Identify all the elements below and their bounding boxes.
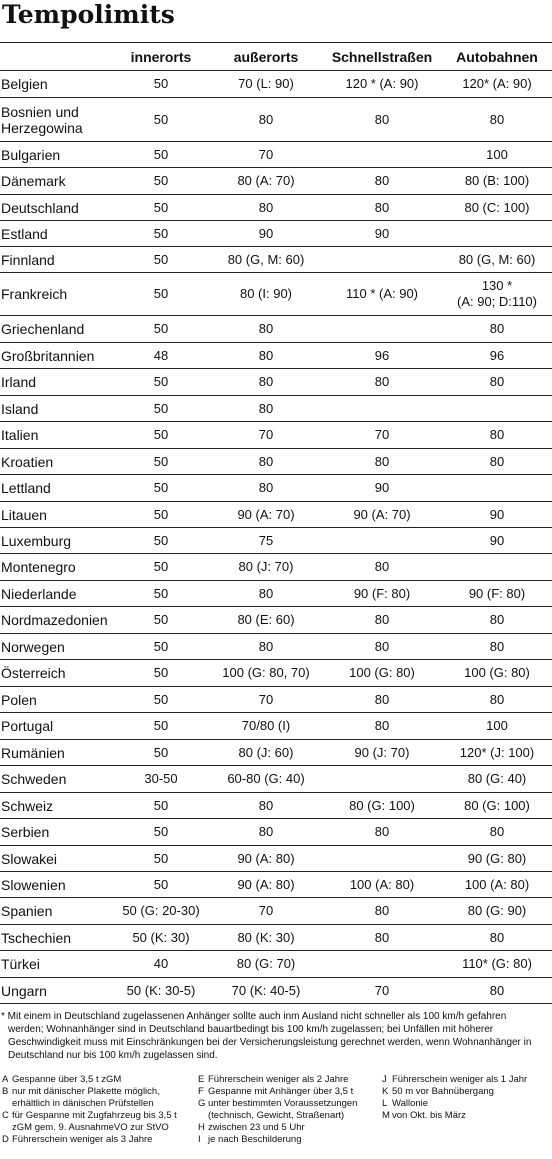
- innerorts-cell: 50: [112, 660, 210, 687]
- autobahnen-cell: 100: [442, 142, 552, 168]
- legend-column: [382, 1074, 550, 1146]
- country-cell: Polen: [0, 687, 112, 713]
- legend-text: Führerschein weniger als 2 Jahre: [208, 1074, 349, 1085]
- innerorts-cell: 50: [112, 740, 210, 766]
- innerorts-cell: 50: [112, 846, 210, 872]
- country-cell: Großbritannien: [0, 343, 112, 369]
- innerorts-cell: 50: [112, 98, 210, 142]
- legend: [0, 1074, 552, 1146]
- innerorts-cell: 50: [112, 396, 210, 422]
- legend-key: L: [382, 1098, 388, 1109]
- ausserorts-cell: 70: [210, 142, 322, 168]
- country-cell: Italien: [0, 422, 112, 449]
- ausserorts-cell: 70/80 (I): [210, 713, 322, 740]
- schnellstrassen-cell: [322, 142, 442, 168]
- autobahnen-cell: [442, 221, 552, 247]
- schnellstrassen-cell: 80: [322, 925, 442, 951]
- schnellstrassen-cell: 80 (G: 100): [322, 793, 442, 819]
- autobahnen-cell: 80 (G, M: 60): [442, 247, 552, 273]
- legend-key: M: [382, 1110, 390, 1121]
- autobahnen-cell: 80: [442, 316, 552, 343]
- autobahnen-cell: 80: [442, 819, 552, 846]
- ausserorts-cell: 80: [210, 316, 322, 343]
- schnellstrassen-cell: 90: [322, 475, 442, 502]
- country-cell: Frankreich: [0, 273, 112, 316]
- ausserorts-cell: 80: [210, 634, 322, 660]
- legend-key: J: [382, 1074, 387, 1085]
- country-cell: Litauen: [0, 502, 112, 528]
- schnellstrassen-cell: [322, 247, 442, 273]
- table-row: [0, 660, 552, 687]
- header-innerorts: innerorts: [112, 43, 210, 71]
- schnellstrassen-cell: [322, 528, 442, 554]
- country-cell: Österreich: [0, 660, 112, 687]
- table-row: [0, 634, 552, 660]
- country-cell: Island: [0, 396, 112, 422]
- innerorts-cell: 40: [112, 951, 210, 978]
- legend-text: nur mit dänischer Plakette möglich, erhältlich in dänischen Prüfstellen: [12, 1086, 160, 1109]
- ausserorts-cell: 80 (G: 70): [210, 951, 322, 978]
- schnellstrassen-cell: 80: [322, 449, 442, 475]
- autobahnen-cell: 80 (B: 100): [442, 168, 552, 195]
- footnote: * Mit einem in Deutschland zugelassenen Anhänger sollte auch inm Ausland nicht schneller als 100 km/h gefahren werden; Wohnanhänger sind in Deutschland bauartbedingt bis 100 km/h zugelassen; bei Unfällen mit höherer Geschwindigkeit muss mit Einschränkungen bei der Versicherungsleistung gerechnet werden, wenn Wohnanhänger in Deutschland nur bis 100 km/h zugelassen sind.: [1, 1011, 532, 1061]
- legend-key: A: [2, 1074, 9, 1085]
- legend-text: 50 m vor Bahnübergang: [392, 1086, 494, 1097]
- innerorts-cell: 50: [112, 554, 210, 581]
- table-header-row: [0, 43, 552, 71]
- legend-text: Gespanne mit Anhänger über 3,5 t: [208, 1086, 354, 1097]
- country-cell: Dänemark: [0, 168, 112, 195]
- country-cell: Finnland: [0, 247, 112, 273]
- ausserorts-cell: 80: [210, 369, 322, 396]
- ausserorts-cell: 80 (E: 60): [210, 607, 322, 634]
- legend-key: D: [2, 1134, 9, 1145]
- innerorts-cell: 50: [112, 273, 210, 316]
- table-row: [0, 819, 552, 846]
- ausserorts-cell: 80 (J: 70): [210, 554, 322, 581]
- country-cell: Türkei: [0, 951, 112, 978]
- innerorts-cell: 50: [112, 713, 210, 740]
- innerorts-cell: 50 (G: 20-30): [112, 898, 210, 925]
- legend-item: [2, 1134, 198, 1146]
- table-row: [0, 740, 552, 766]
- innerorts-cell: 50: [112, 634, 210, 660]
- ausserorts-cell: 75: [210, 528, 322, 554]
- legend-key: B: [2, 1086, 9, 1097]
- autobahnen-cell: 80: [442, 369, 552, 396]
- table-row: [0, 687, 552, 713]
- autobahnen-cell: 96: [442, 343, 552, 369]
- schnellstrassen-cell: [322, 396, 442, 422]
- table-row: [0, 98, 552, 142]
- ausserorts-cell: 90 (A: 70): [210, 502, 322, 528]
- table-row: [0, 449, 552, 475]
- innerorts-cell: 50: [112, 449, 210, 475]
- ausserorts-cell: 80 (K: 30): [210, 925, 322, 951]
- legend-text: Führerschein weniger als 1 Jahr: [392, 1074, 528, 1085]
- innerorts-cell: 50: [112, 316, 210, 343]
- schnellstrassen-cell: [322, 766, 442, 793]
- legend-text: Führerschein weniger als 3 Jahre: [12, 1134, 153, 1145]
- autobahnen-cell: 90 (G: 80): [442, 846, 552, 872]
- table-row: [0, 502, 552, 528]
- autobahnen-cell: 80 (G: 100): [442, 793, 552, 819]
- legend-item: [198, 1086, 382, 1098]
- header-ausserorts: außerorts: [210, 43, 322, 71]
- table-row: [0, 221, 552, 247]
- table-row: [0, 872, 552, 898]
- table-row: [0, 925, 552, 951]
- ausserorts-cell: 80: [210, 819, 322, 846]
- legend-text: von Okt. bis März: [392, 1110, 466, 1121]
- autobahnen-cell: [442, 396, 552, 422]
- table-row: [0, 898, 552, 925]
- legend-key: H: [198, 1122, 205, 1133]
- schnellstrassen-cell: 80: [322, 369, 442, 396]
- ausserorts-cell: 80: [210, 449, 322, 475]
- country-cell: Portugal: [0, 713, 112, 740]
- innerorts-cell: 50: [112, 195, 210, 221]
- legend-text: zwischen 23 und 5 Uhr: [208, 1122, 305, 1133]
- country-cell: Ungarn: [0, 978, 112, 1004]
- schnellstrassen-cell: 80: [322, 607, 442, 634]
- legend-item: [382, 1098, 550, 1110]
- autobahnen-cell: 120* (J: 100): [442, 740, 552, 766]
- table-row: [0, 168, 552, 195]
- legend-key: I: [198, 1134, 201, 1145]
- country-cell: Nordmazedonien: [0, 607, 112, 634]
- legend-column: [2, 1074, 198, 1146]
- country-cell: Norwegen: [0, 634, 112, 660]
- table-row: [0, 846, 552, 872]
- legend-key: K: [382, 1086, 389, 1097]
- ausserorts-cell: 80 (G, M: 60): [210, 247, 322, 273]
- schnellstrassen-cell: 80: [322, 554, 442, 581]
- autobahnen-cell: 80: [442, 925, 552, 951]
- table-row: [0, 475, 552, 502]
- speed-limit-table: [0, 42, 552, 1004]
- country-cell: Schweden: [0, 766, 112, 793]
- schnellstrassen-cell: 90 (J: 70): [322, 740, 442, 766]
- schnellstrassen-cell: [322, 316, 442, 343]
- autobahnen-cell: 80 (C: 100): [442, 195, 552, 221]
- ausserorts-cell: 70: [210, 687, 322, 713]
- legend-key: G: [198, 1098, 206, 1109]
- schnellstrassen-cell: 110 * (A: 90): [322, 273, 442, 316]
- country-cell: Belgien: [0, 71, 112, 98]
- autobahnen-cell: 80 (G: 40): [442, 766, 552, 793]
- ausserorts-cell: 90 (A: 80): [210, 846, 322, 872]
- innerorts-cell: 50: [112, 422, 210, 449]
- schnellstrassen-cell: 80: [322, 168, 442, 195]
- header-autobahnen: Autobahnen: [442, 43, 552, 71]
- schnellstrassen-cell: 100 (G: 80): [322, 660, 442, 687]
- table-row: [0, 581, 552, 607]
- country-cell: Deutschland: [0, 195, 112, 221]
- legend-text: Wallonie: [392, 1098, 429, 1109]
- table-row: [0, 422, 552, 449]
- ausserorts-cell: 80 (I: 90): [210, 273, 322, 316]
- autobahnen-cell: [442, 475, 552, 502]
- innerorts-cell: 50: [112, 819, 210, 846]
- autobahnen-cell: 130 * (A: 90; D:110): [442, 273, 552, 316]
- ausserorts-cell: 100 (G: 80, 70): [210, 660, 322, 687]
- table-row: [0, 369, 552, 396]
- table-row: [0, 607, 552, 634]
- innerorts-cell: 50: [112, 793, 210, 819]
- autobahnen-cell: 80: [442, 98, 552, 142]
- innerorts-cell: 50: [112, 247, 210, 273]
- schnellstrassen-cell: 80: [322, 634, 442, 660]
- country-cell: Estland: [0, 221, 112, 247]
- ausserorts-cell: 80: [210, 98, 322, 142]
- legend-text: unter bestimmten Voraussetzungen (technisch, Gewicht, Straßenart): [208, 1098, 358, 1121]
- autobahnen-cell: [442, 554, 552, 581]
- innerorts-cell: 50: [112, 607, 210, 634]
- table-row: [0, 273, 552, 316]
- autobahnen-cell: 80: [442, 634, 552, 660]
- schnellstrassen-cell: 70: [322, 422, 442, 449]
- ausserorts-cell: 80 (J: 60): [210, 740, 322, 766]
- country-cell: Lettland: [0, 475, 112, 502]
- country-cell: Irland: [0, 369, 112, 396]
- ausserorts-cell: 70 (L: 90): [210, 71, 322, 98]
- table-row: [0, 71, 552, 98]
- autobahnen-cell: 100: [442, 713, 552, 740]
- autobahnen-cell: 110* (G: 80): [442, 951, 552, 978]
- autobahnen-cell: 80: [442, 607, 552, 634]
- innerorts-cell: 50: [112, 475, 210, 502]
- legend-text: je nach Beschilderung: [208, 1134, 302, 1145]
- country-cell: Griechenland: [0, 316, 112, 343]
- ausserorts-cell: 80: [210, 793, 322, 819]
- page-title: Tempolimits: [2, 0, 175, 29]
- country-cell: Bosnien und Herzegowina: [0, 98, 112, 142]
- ausserorts-cell: 80 (A: 70): [210, 168, 322, 195]
- table-row: [0, 713, 552, 740]
- table-row: [0, 343, 552, 369]
- table-row: [0, 528, 552, 554]
- autobahnen-cell: 90 (F: 80): [442, 581, 552, 607]
- autobahnen-cell: 100 (G: 80): [442, 660, 552, 687]
- country-cell: Bulgarien: [0, 142, 112, 168]
- table-row: [0, 316, 552, 343]
- innerorts-cell: 30-50: [112, 766, 210, 793]
- autobahnen-cell: 80 (G: 90): [442, 898, 552, 925]
- autobahnen-cell: 80: [442, 449, 552, 475]
- ausserorts-cell: 90: [210, 221, 322, 247]
- innerorts-cell: 50 (K: 30): [112, 925, 210, 951]
- legend-key: C: [2, 1110, 9, 1121]
- autobahnen-cell: 90: [442, 528, 552, 554]
- legend-text: für Gespanne mit Zugfahrzeug bis 3,5 t zGM gem. 9. AusnahmeVO zur StVO: [12, 1110, 177, 1133]
- ausserorts-cell: 70: [210, 422, 322, 449]
- schnellstrassen-cell: 100 (A: 80): [322, 872, 442, 898]
- legend-key: E: [198, 1074, 205, 1085]
- schnellstrassen-cell: 80: [322, 687, 442, 713]
- country-cell: Kroatien: [0, 449, 112, 475]
- legend-item: [382, 1074, 550, 1086]
- country-cell: Schweiz: [0, 793, 112, 819]
- legend-key: F: [198, 1086, 204, 1097]
- country-cell: Spanien: [0, 898, 112, 925]
- table-row: [0, 554, 552, 581]
- legend-item: [198, 1122, 382, 1134]
- innerorts-cell: 50: [112, 872, 210, 898]
- legend-column: [198, 1074, 382, 1146]
- schnellstrassen-cell: 96: [322, 343, 442, 369]
- country-cell: Tschechien: [0, 925, 112, 951]
- country-cell: Serbien: [0, 819, 112, 846]
- schnellstrassen-cell: 80: [322, 98, 442, 142]
- table-row: [0, 396, 552, 422]
- autobahnen-cell: 80: [442, 422, 552, 449]
- legend-item: [2, 1086, 198, 1110]
- ausserorts-cell: 60-80 (G: 40): [210, 766, 322, 793]
- schnellstrassen-cell: 80: [322, 713, 442, 740]
- ausserorts-cell: 80: [210, 396, 322, 422]
- autobahnen-cell: 80: [442, 978, 552, 1004]
- table-row: [0, 793, 552, 819]
- table-row: [0, 195, 552, 221]
- ausserorts-cell: 80: [210, 475, 322, 502]
- header-country: [0, 43, 112, 71]
- schnellstrassen-cell: 90 (A: 70): [322, 502, 442, 528]
- autobahnen-cell: 100 (A: 80): [442, 872, 552, 898]
- schnellstrassen-cell: [322, 846, 442, 872]
- country-cell: Rumänien: [0, 740, 112, 766]
- legend-item: [382, 1110, 550, 1122]
- ausserorts-cell: 70 (K: 40-5): [210, 978, 322, 1004]
- legend-item: [198, 1134, 382, 1146]
- schnellstrassen-cell: 90: [322, 221, 442, 247]
- ausserorts-cell: 80: [210, 195, 322, 221]
- legend-item: [2, 1110, 198, 1134]
- table-row: [0, 766, 552, 793]
- innerorts-cell: 50: [112, 71, 210, 98]
- innerorts-cell: 50: [112, 142, 210, 168]
- innerorts-cell: 50: [112, 502, 210, 528]
- innerorts-cell: 50: [112, 581, 210, 607]
- innerorts-cell: 50: [112, 221, 210, 247]
- legend-item: [198, 1074, 382, 1086]
- country-cell: Montenegro: [0, 554, 112, 581]
- innerorts-cell: 50: [112, 687, 210, 713]
- innerorts-cell: 50: [112, 369, 210, 396]
- innerorts-cell: 48: [112, 343, 210, 369]
- legend-item: [2, 1074, 198, 1086]
- table-row: [0, 978, 552, 1004]
- table-row: [0, 142, 552, 168]
- autobahnen-cell: 80: [442, 687, 552, 713]
- ausserorts-cell: 80: [210, 581, 322, 607]
- ausserorts-cell: 90 (A: 80): [210, 872, 322, 898]
- schnellstrassen-cell: 80: [322, 195, 442, 221]
- schnellstrassen-cell: 120 * (A: 90): [322, 71, 442, 98]
- innerorts-cell: 50: [112, 528, 210, 554]
- schnellstrassen-cell: 80: [322, 898, 442, 925]
- country-cell: Luxemburg: [0, 528, 112, 554]
- legend-item: [198, 1098, 382, 1122]
- country-cell: Niederlande: [0, 581, 112, 607]
- autobahnen-cell: 90: [442, 502, 552, 528]
- schnellstrassen-cell: 70: [322, 978, 442, 1004]
- schnellstrassen-cell: 90 (F: 80): [322, 581, 442, 607]
- innerorts-cell: 50 (K: 30-5): [112, 978, 210, 1004]
- table-row: [0, 247, 552, 273]
- legend-item: [382, 1086, 550, 1098]
- ausserorts-cell: 80: [210, 343, 322, 369]
- innerorts-cell: 50: [112, 168, 210, 195]
- ausserorts-cell: 70: [210, 898, 322, 925]
- table-row: [0, 951, 552, 978]
- legend-text: Gespanne über 3,5 t zGM: [12, 1074, 122, 1085]
- schnellstrassen-cell: [322, 951, 442, 978]
- schnellstrassen-cell: 80: [322, 819, 442, 846]
- autobahnen-cell: 120* (A: 90): [442, 71, 552, 98]
- table-body: [0, 71, 552, 1004]
- country-cell: Slowenien: [0, 872, 112, 898]
- country-cell: Slowakei: [0, 846, 112, 872]
- header-schnellstrassen: Schnellstraßen: [322, 43, 442, 71]
